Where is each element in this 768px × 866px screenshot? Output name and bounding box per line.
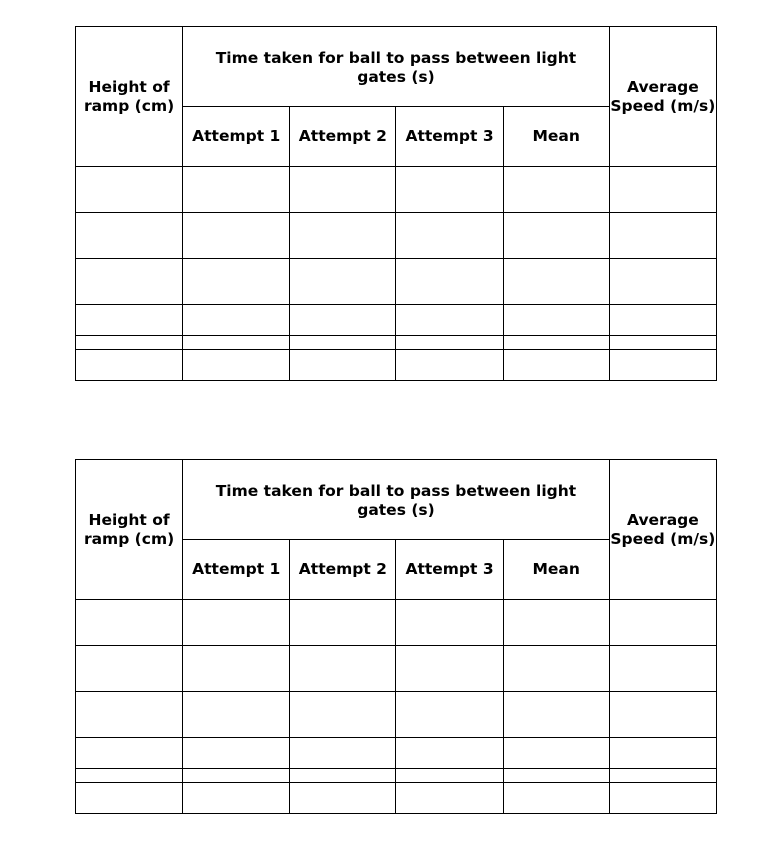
mean-header: Mean bbox=[503, 540, 609, 600]
attempt-2-cell[interactable] bbox=[290, 167, 396, 213]
average-speed-cell[interactable] bbox=[609, 783, 716, 814]
height-cell[interactable] bbox=[76, 738, 183, 769]
table-row bbox=[76, 305, 717, 336]
table-row bbox=[76, 738, 717, 769]
attempt-3-header: Attempt 3 bbox=[396, 540, 503, 600]
attempt-1-cell[interactable] bbox=[183, 783, 290, 814]
attempt-1-cell[interactable] bbox=[183, 336, 290, 350]
attempt-2-cell[interactable] bbox=[290, 783, 396, 814]
attempt-1-cell[interactable] bbox=[183, 738, 290, 769]
height-cell[interactable] bbox=[76, 692, 183, 738]
mean-cell[interactable] bbox=[503, 336, 609, 350]
attempt-3-cell[interactable] bbox=[396, 213, 503, 259]
average-speed-cell[interactable] bbox=[609, 336, 716, 350]
height-cell[interactable] bbox=[76, 167, 183, 213]
attempt-3-cell[interactable] bbox=[396, 259, 503, 305]
attempt-1-cell[interactable] bbox=[183, 600, 290, 646]
height-cell[interactable] bbox=[76, 336, 183, 350]
attempt-1-cell[interactable] bbox=[183, 646, 290, 692]
attempt-2-cell[interactable] bbox=[290, 600, 396, 646]
attempt-2-cell[interactable] bbox=[290, 336, 396, 350]
table-row bbox=[76, 167, 717, 213]
table-row bbox=[76, 600, 717, 646]
table-row bbox=[76, 646, 717, 692]
attempt-3-cell[interactable] bbox=[396, 646, 503, 692]
attempt-2-cell[interactable] bbox=[290, 738, 396, 769]
attempt-1-cell[interactable] bbox=[183, 305, 290, 336]
attempt-3-cell[interactable] bbox=[396, 600, 503, 646]
mean-cell[interactable] bbox=[503, 738, 609, 769]
time-taken-group-label: Time taken for ball to pass between light gates (s) bbox=[215, 49, 577, 86]
table-row bbox=[76, 259, 717, 305]
height-cell[interactable] bbox=[76, 305, 183, 336]
attempt-2-cell[interactable] bbox=[290, 769, 396, 783]
attempt-3-header: Attempt 3 bbox=[396, 107, 503, 167]
height-of-ramp-header: Height of ramp (cm) bbox=[76, 460, 183, 600]
attempt-1-cell[interactable] bbox=[183, 213, 290, 259]
attempt-2-cell[interactable] bbox=[290, 350, 396, 381]
average-speed-cell[interactable] bbox=[609, 738, 716, 769]
height-of-ramp-header: Height of ramp (cm) bbox=[76, 27, 183, 167]
mean-cell[interactable] bbox=[503, 350, 609, 381]
results-table-2 bbox=[75, 459, 717, 814]
mean-cell[interactable] bbox=[503, 167, 609, 213]
time-taken-group-header bbox=[183, 27, 610, 107]
attempt-3-cell[interactable] bbox=[396, 692, 503, 738]
height-cell[interactable] bbox=[76, 783, 183, 814]
average-speed-header: Average Speed (m/s) bbox=[609, 27, 716, 167]
height-cell[interactable] bbox=[76, 769, 183, 783]
attempt-1-header: Attempt 1 bbox=[183, 107, 290, 167]
attempt-3-cell[interactable] bbox=[396, 167, 503, 213]
table-row bbox=[76, 350, 717, 381]
time-taken-group-header bbox=[183, 460, 610, 540]
attempt-3-cell[interactable] bbox=[396, 336, 503, 350]
mean-cell[interactable] bbox=[503, 646, 609, 692]
average-speed-cell[interactable] bbox=[609, 167, 716, 213]
attempt-2-header: Attempt 2 bbox=[290, 107, 396, 167]
attempt-2-header: Attempt 2 bbox=[290, 540, 396, 600]
attempt-1-cell[interactable] bbox=[183, 259, 290, 305]
average-speed-header: Average Speed (m/s) bbox=[609, 460, 716, 600]
mean-header: Mean bbox=[503, 107, 609, 167]
attempt-2-cell[interactable] bbox=[290, 305, 396, 336]
attempt-1-cell[interactable] bbox=[183, 350, 290, 381]
average-speed-cell[interactable] bbox=[609, 600, 716, 646]
average-speed-cell[interactable] bbox=[609, 350, 716, 381]
mean-cell[interactable] bbox=[503, 259, 609, 305]
average-speed-cell[interactable] bbox=[609, 259, 716, 305]
time-taken-group-label: Time taken for ball to pass between light gates (s) bbox=[215, 482, 577, 519]
table-row bbox=[76, 769, 717, 783]
attempt-3-cell[interactable] bbox=[396, 783, 503, 814]
attempt-2-cell[interactable] bbox=[290, 259, 396, 305]
mean-cell[interactable] bbox=[503, 783, 609, 814]
height-cell[interactable] bbox=[76, 259, 183, 305]
mean-cell[interactable] bbox=[503, 692, 609, 738]
attempt-3-cell[interactable] bbox=[396, 305, 503, 336]
mean-cell[interactable] bbox=[503, 600, 609, 646]
average-speed-cell[interactable] bbox=[609, 692, 716, 738]
table-row bbox=[76, 783, 717, 814]
height-cell[interactable] bbox=[76, 600, 183, 646]
attempt-3-cell[interactable] bbox=[396, 738, 503, 769]
height-cell[interactable] bbox=[76, 646, 183, 692]
attempt-3-cell[interactable] bbox=[396, 769, 503, 783]
attempt-1-cell[interactable] bbox=[183, 692, 290, 738]
results-table-1 bbox=[75, 26, 717, 381]
attempt-1-header: Attempt 1 bbox=[183, 540, 290, 600]
average-speed-cell[interactable] bbox=[609, 646, 716, 692]
table-row bbox=[76, 692, 717, 738]
table-row bbox=[76, 213, 717, 259]
mean-cell[interactable] bbox=[503, 213, 609, 259]
attempt-2-cell[interactable] bbox=[290, 692, 396, 738]
mean-cell[interactable] bbox=[503, 305, 609, 336]
table-row bbox=[76, 336, 717, 350]
average-speed-cell[interactable] bbox=[609, 769, 716, 783]
average-speed-cell[interactable] bbox=[609, 305, 716, 336]
attempt-2-cell[interactable] bbox=[290, 213, 396, 259]
attempt-3-cell[interactable] bbox=[396, 350, 503, 381]
average-speed-cell[interactable] bbox=[609, 213, 716, 259]
attempt-2-cell[interactable] bbox=[290, 646, 396, 692]
attempt-1-cell[interactable] bbox=[183, 167, 290, 213]
height-cell[interactable] bbox=[76, 350, 183, 381]
height-cell[interactable] bbox=[76, 213, 183, 259]
mean-cell[interactable] bbox=[503, 769, 609, 783]
attempt-1-cell[interactable] bbox=[183, 769, 290, 783]
